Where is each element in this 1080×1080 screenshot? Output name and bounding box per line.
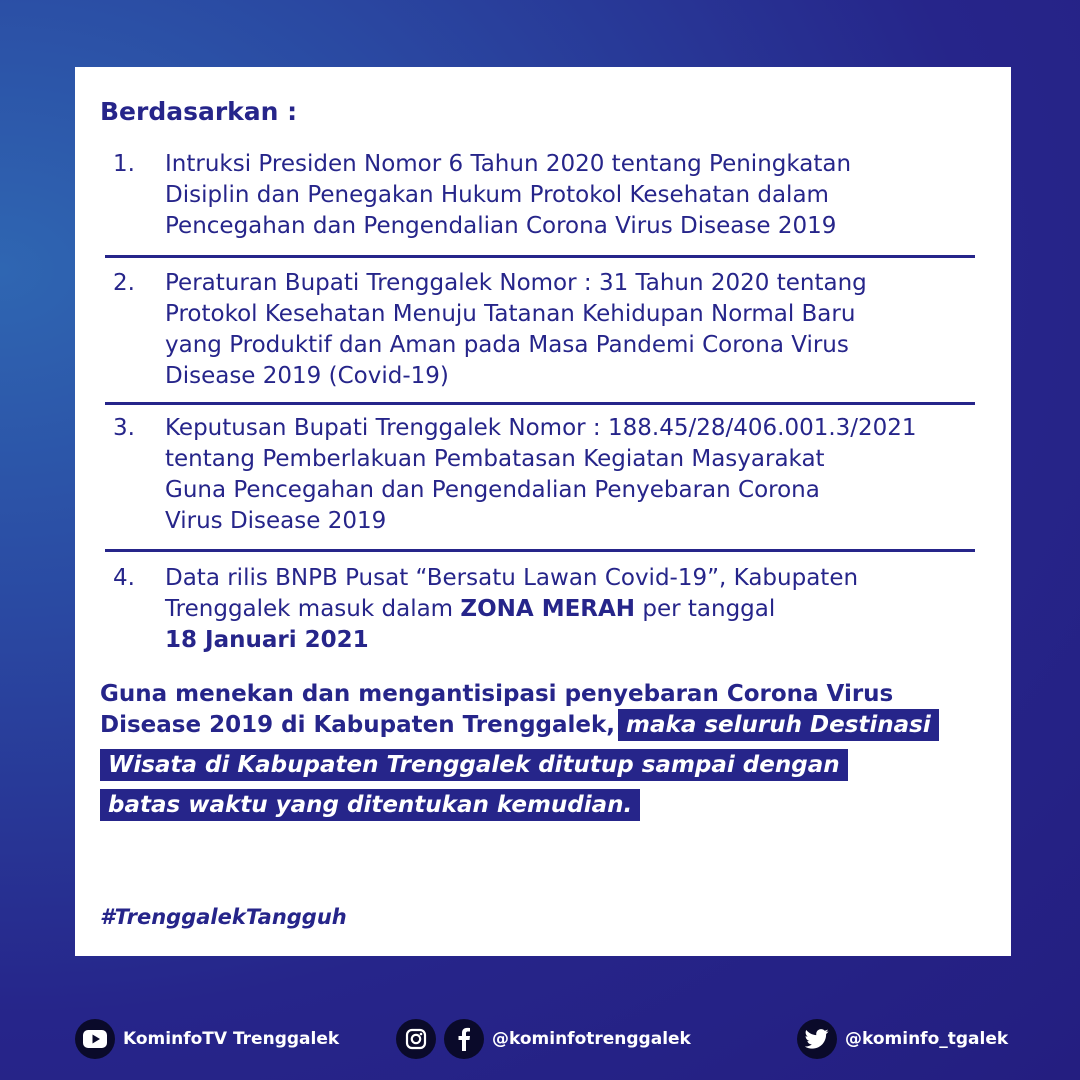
item-number: 2. (113, 270, 135, 296)
footer (0, 1018, 1080, 1060)
item-line: tentang Pemberlakuan Pembatasan Kegiatan Masyarakat (165, 446, 825, 472)
conclusion-line: Guna menekan dan mengantisipasi penyebaran Corona Virus (100, 681, 894, 707)
item-line: Disiplin dan Penegakan Hukum Protokol Kesehatan dalam (165, 182, 829, 208)
item-line: Peraturan Bupati Trenggalek Nomor : 31 Tahun 2020 tentang (165, 270, 867, 296)
twitter-icon (797, 1019, 837, 1059)
item-line (165, 625, 1011, 656)
divider (105, 402, 975, 405)
item-line: Protokol Kesehatan Menuju Tatanan Kehidupan Normal Baru (165, 301, 856, 327)
item-line: Data rilis BNPB Pusat “Bersatu Lawan Covid-19”, Kabupaten (165, 565, 859, 591)
item-line: Disease 2019 (Covid-19) (165, 363, 449, 389)
item-line-text: per tanggal (635, 596, 776, 622)
item-text (165, 413, 1011, 537)
twitter-label: @kominfo_tgalek (845, 1029, 1009, 1049)
divider (105, 549, 975, 552)
item-number: 3. (113, 415, 135, 441)
conclusion-line (100, 749, 939, 789)
item-line: yang Produktif dan Aman pada Masa Pandemi Corona Virus (165, 332, 849, 358)
conclusion (100, 679, 939, 829)
divider (105, 255, 975, 258)
item-line-text: Trenggalek masuk dalam (165, 596, 461, 622)
hashtag: #TrenggalekTangguh (100, 905, 347, 929)
highlight-text: maka seluruh Destinasi (618, 709, 939, 741)
heading: Berdasarkan : (100, 97, 298, 126)
item-line: Pencegahan dan Pengendalian Corona Virus Disease 2019 (165, 213, 837, 239)
item-text (165, 268, 1011, 392)
twitter-link[interactable] (797, 1018, 1008, 1060)
item-text (165, 149, 1011, 242)
item-line: Guna Pencegahan dan Pengendalian Penyebaran Corona (165, 477, 820, 503)
conclusion-text: Disease 2019 di Kabupaten Trenggalek, (100, 712, 616, 738)
youtube-icon (75, 1019, 115, 1059)
conclusion-line (100, 789, 939, 829)
youtube-label: KominfoTV Trenggalek (123, 1029, 340, 1049)
item-line: Intruksi Presiden Nomor 6 Tahun 2020 tentang Peningkatan (165, 151, 852, 177)
highlight-text: batas waktu yang ditentukan kemudian. (100, 789, 640, 821)
item-number: 1. (113, 151, 135, 177)
date-label: 18 Januari 2021 (165, 627, 369, 653)
content-card (75, 67, 1011, 956)
highlight-text: Wisata di Kabupaten Trenggalek ditutup sampai dengan (100, 749, 848, 781)
youtube-link[interactable] (75, 1018, 339, 1060)
item-line: Keputusan Bupati Trenggalek Nomor : 188.45/28/406.001.3/2021 (165, 415, 917, 441)
conclusion-line (100, 709, 939, 749)
item-line: Virus Disease 2019 (165, 508, 387, 534)
instagram-facebook-link[interactable] (396, 1018, 691, 1060)
zona-merah-label: ZONA MERAH (460, 596, 636, 622)
instagram-facebook-label: @kominfotrenggalek (492, 1029, 691, 1049)
instagram-icon (396, 1019, 436, 1059)
item-line (165, 594, 1011, 625)
item-text (165, 563, 1011, 656)
item-number: 4. (113, 565, 135, 591)
facebook-icon (444, 1019, 484, 1059)
